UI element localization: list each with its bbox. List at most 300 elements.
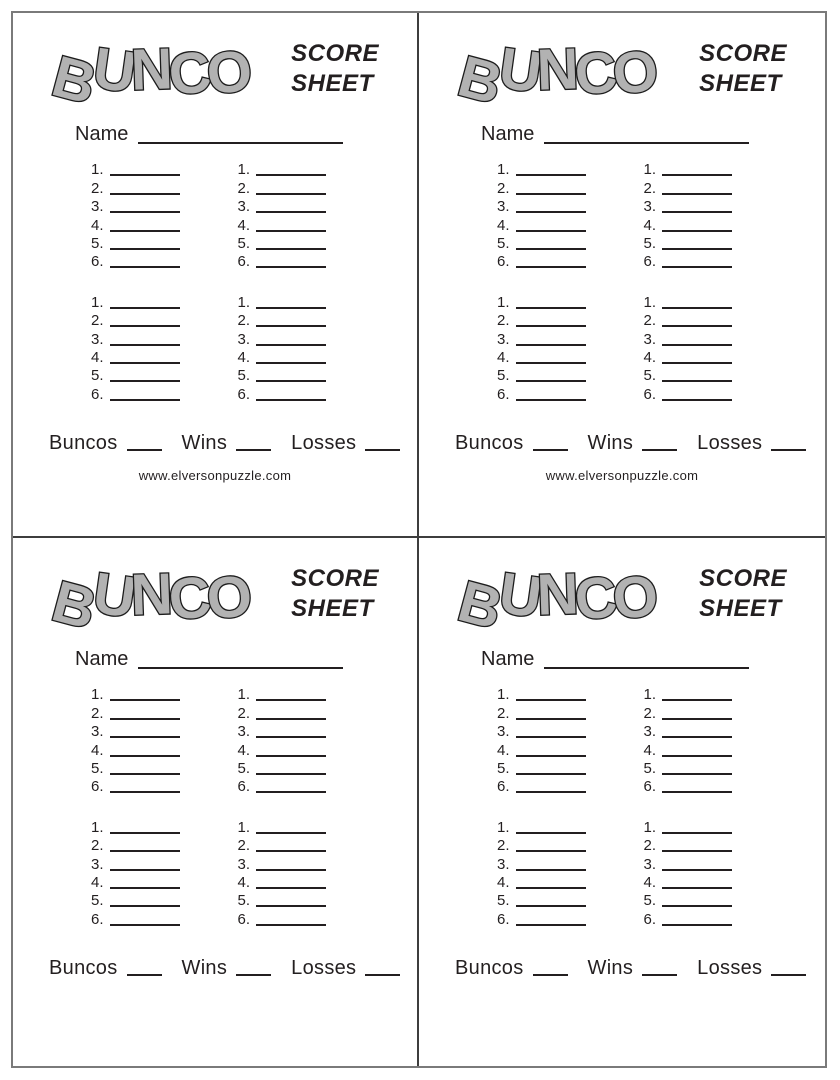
- score-row: [644, 817, 733, 835]
- row-number: 3.: [643, 330, 657, 348]
- score-row: [238, 759, 327, 777]
- score-blank-line: [110, 193, 180, 195]
- row-number: 4.: [237, 216, 251, 234]
- score-blank-line: [110, 924, 180, 926]
- score-column: [497, 685, 586, 795]
- row-number: 2.: [497, 704, 510, 722]
- score-blank-line: [662, 325, 732, 327]
- score-blank-line: [110, 344, 180, 346]
- score-row: [91, 740, 180, 758]
- bunco-logo: [451, 560, 661, 643]
- score-row: [497, 178, 586, 196]
- score-blank-line: [110, 791, 180, 793]
- row-number: 1.: [91, 686, 104, 704]
- logo-letter: N: [129, 36, 174, 103]
- row-number: 5.: [497, 759, 510, 777]
- score-blank-line: [662, 399, 732, 401]
- score-row: [497, 329, 586, 347]
- score-blank-line: [256, 869, 326, 871]
- score-row: [497, 311, 586, 329]
- score-column: [497, 160, 586, 270]
- row-number: 2.: [497, 837, 510, 855]
- row-number: 5.: [91, 892, 104, 910]
- totals-row: [49, 433, 417, 454]
- losses-label: Losses: [291, 431, 357, 454]
- row-number: 2.: [497, 312, 510, 330]
- row-number: 6.: [91, 385, 104, 403]
- score-blank-line: [516, 307, 586, 309]
- score-row: [238, 348, 327, 366]
- row-number: 2.: [91, 837, 104, 855]
- row-number: 1.: [497, 161, 510, 179]
- score-blank-line: [110, 699, 180, 701]
- logo-letter: N: [129, 561, 174, 628]
- totals-row: [49, 958, 417, 979]
- logo-letter: C: [164, 563, 215, 634]
- row-number: 4.: [237, 873, 251, 891]
- title-line-score: SCORE: [699, 40, 787, 67]
- score-blank-line: [110, 869, 180, 871]
- score-row: [238, 215, 327, 233]
- score-row: [497, 703, 586, 721]
- score-column: [238, 685, 327, 795]
- score-block-1: [91, 160, 417, 270]
- title-line-sheet: SHEET: [291, 70, 374, 97]
- row-number: 3.: [237, 855, 251, 873]
- losses-label: Losses: [291, 956, 357, 979]
- buncos-blank-line: [127, 449, 162, 451]
- score-blank-line: [516, 791, 586, 793]
- score-blank-line: [662, 211, 732, 213]
- score-row: [91, 292, 180, 310]
- score-sheet-title: [291, 564, 379, 624]
- row-number: 6.: [237, 910, 251, 928]
- score-blank-line: [256, 399, 326, 401]
- logo-letter: C: [164, 38, 215, 109]
- row-number: 1.: [91, 293, 104, 311]
- score-blank-line: [256, 307, 326, 309]
- score-row: [91, 759, 180, 777]
- score-blank-line: [516, 248, 586, 250]
- buncos-label: Buncos: [49, 956, 118, 979]
- score-blank-line: [516, 266, 586, 268]
- score-row: [497, 384, 586, 402]
- score-column: [644, 160, 733, 270]
- score-row: [91, 384, 180, 402]
- score-row: [238, 891, 327, 909]
- score-row: [238, 384, 327, 402]
- row-number: 1.: [497, 818, 510, 836]
- row-number: 3.: [497, 330, 510, 348]
- score-blank-line: [110, 211, 180, 213]
- score-blank-line: [516, 755, 586, 757]
- score-row: [238, 685, 327, 703]
- losses-blank-line: [365, 449, 400, 451]
- score-row: [497, 160, 586, 178]
- score-row: [238, 252, 327, 270]
- row-number: 4.: [237, 741, 251, 759]
- card-header: [45, 35, 379, 118]
- row-number: 6.: [237, 385, 251, 403]
- score-blank-line: [110, 174, 180, 176]
- wins-blank-line: [236, 449, 271, 451]
- logo-letter: C: [570, 563, 621, 634]
- row-number: 5.: [643, 367, 657, 385]
- score-row: [238, 311, 327, 329]
- score-blank-line: [256, 924, 326, 926]
- score-blank-line: [662, 832, 732, 834]
- score-row: [238, 160, 327, 178]
- score-row: [91, 366, 180, 384]
- score-row: [644, 759, 733, 777]
- score-row: [238, 703, 327, 721]
- bunco-score-sheet-page: [11, 11, 827, 1068]
- row-number: 4.: [643, 741, 657, 759]
- score-card-top-left: [13, 13, 419, 538]
- score-blank-line: [662, 248, 732, 250]
- score-blank-line: [110, 850, 180, 852]
- row-number: 6.: [91, 910, 104, 928]
- score-blank-line: [516, 905, 586, 907]
- row-number: 3.: [643, 855, 657, 873]
- title-line-sheet: SHEET: [291, 595, 374, 622]
- losses-blank-line: [771, 449, 806, 451]
- logo-letter: O: [203, 562, 255, 633]
- losses-label: Losses: [697, 431, 763, 454]
- score-row: [644, 366, 733, 384]
- name-label: Name: [481, 648, 535, 670]
- website-url: www.elversonpuzzle.com: [138, 467, 292, 483]
- buncos-label: Buncos: [49, 431, 118, 454]
- row-number: 6.: [237, 253, 251, 271]
- wins-label: Wins: [587, 431, 634, 454]
- logo-letter: N: [535, 36, 580, 103]
- row-number: 6.: [497, 385, 510, 403]
- bunco-logo: [451, 35, 661, 118]
- score-row: [238, 366, 327, 384]
- score-blank-line: [110, 736, 180, 738]
- row-number: 1.: [497, 293, 510, 311]
- logo-letter: O: [203, 37, 255, 108]
- score-row: [238, 777, 327, 795]
- score-row: [91, 160, 180, 178]
- score-row: [497, 215, 586, 233]
- score-column: [91, 685, 180, 795]
- score-row: [644, 740, 733, 758]
- score-row: [497, 366, 586, 384]
- card-header: [451, 560, 787, 643]
- name-blank-line: [544, 667, 749, 669]
- row-number: 3.: [497, 198, 510, 216]
- score-row: [238, 292, 327, 310]
- score-row: [238, 817, 327, 835]
- row-number: 5.: [91, 234, 104, 252]
- score-blank-line: [256, 266, 326, 268]
- row-number: 6.: [643, 385, 657, 403]
- score-row: [238, 873, 327, 891]
- row-number: 2.: [643, 837, 657, 855]
- score-column: [497, 292, 586, 402]
- score-column: [644, 817, 733, 927]
- losses-blank-line: [771, 974, 806, 976]
- score-row: [497, 759, 586, 777]
- score-blank-line: [256, 380, 326, 382]
- score-row: [644, 384, 733, 402]
- score-blank-line: [256, 773, 326, 775]
- score-blank-line: [110, 832, 180, 834]
- row-number: 1.: [237, 686, 251, 704]
- row-number: 1.: [643, 686, 657, 704]
- buncos-label: Buncos: [455, 431, 524, 454]
- wins-blank-line: [642, 449, 677, 451]
- score-card-bottom-right: [419, 538, 825, 1066]
- score-column: [238, 292, 327, 402]
- name-row: [481, 123, 825, 146]
- score-blank-line: [110, 905, 180, 907]
- row-number: 4.: [497, 873, 510, 891]
- score-blank-line: [662, 905, 732, 907]
- row-number: 5.: [497, 234, 510, 252]
- row-number: 4.: [497, 216, 510, 234]
- losses-label: Losses: [697, 956, 763, 979]
- score-column: [644, 685, 733, 795]
- score-row: [238, 854, 327, 872]
- row-number: 5.: [237, 892, 251, 910]
- row-number: 5.: [497, 367, 510, 385]
- score-blank-line: [662, 755, 732, 757]
- row-number: 1.: [237, 161, 251, 179]
- logo-letter: B: [451, 43, 509, 118]
- logo-letter: C: [570, 38, 621, 109]
- score-blank-line: [662, 266, 732, 268]
- score-blank-line: [516, 924, 586, 926]
- row-number: 1.: [237, 818, 251, 836]
- row-number: 6.: [497, 910, 510, 928]
- name-label: Name: [75, 123, 129, 145]
- row-number: 2.: [643, 179, 657, 197]
- score-row: [497, 873, 586, 891]
- score-blank-line: [256, 699, 326, 701]
- score-row: [497, 722, 586, 740]
- name-row: [75, 648, 417, 671]
- score-row: [644, 252, 733, 270]
- row-number: 5.: [237, 367, 251, 385]
- row-number: 4.: [643, 873, 657, 891]
- row-number: 2.: [91, 179, 104, 197]
- score-row: [497, 777, 586, 795]
- score-row: [644, 311, 733, 329]
- score-row: [238, 722, 327, 740]
- score-blank-line: [516, 699, 586, 701]
- score-blank-line: [110, 887, 180, 889]
- name-row: [75, 123, 417, 146]
- score-row: [91, 836, 180, 854]
- score-blank-line: [516, 174, 586, 176]
- score-row: [91, 311, 180, 329]
- score-sheet-title: [291, 39, 379, 99]
- row-number: 1.: [91, 818, 104, 836]
- row-number: 2.: [237, 179, 251, 197]
- score-row: [91, 777, 180, 795]
- row-number: 3.: [91, 855, 104, 873]
- score-blank-line: [110, 399, 180, 401]
- title-line-sheet: SHEET: [699, 70, 782, 97]
- score-blank-line: [110, 230, 180, 232]
- row-number: 4.: [643, 348, 657, 366]
- score-block-1: [497, 685, 825, 795]
- row-number: 5.: [237, 759, 251, 777]
- score-blank-line: [516, 850, 586, 852]
- row-number: 2.: [91, 704, 104, 722]
- score-blank-line: [662, 344, 732, 346]
- row-number: 2.: [237, 312, 251, 330]
- score-column: [497, 817, 586, 927]
- score-blank-line: [256, 755, 326, 757]
- score-blank-line: [662, 307, 732, 309]
- row-number: 2.: [643, 704, 657, 722]
- score-row: [91, 234, 180, 252]
- row-number: 1.: [643, 293, 657, 311]
- wins-label: Wins: [181, 431, 228, 454]
- score-blank-line: [256, 736, 326, 738]
- score-blank-line: [110, 773, 180, 775]
- row-number: 2.: [497, 179, 510, 197]
- score-row: [644, 703, 733, 721]
- score-blank-line: [662, 887, 732, 889]
- score-blank-line: [110, 325, 180, 327]
- score-row: [91, 909, 180, 927]
- row-number: 6.: [643, 910, 657, 928]
- row-number: 5.: [91, 759, 104, 777]
- score-row: [238, 234, 327, 252]
- row-number: 6.: [643, 253, 657, 271]
- totals-row: [455, 433, 825, 454]
- title-line-score: SCORE: [291, 565, 379, 592]
- row-number: 4.: [643, 216, 657, 234]
- score-blank-line: [516, 869, 586, 871]
- score-column: [91, 817, 180, 927]
- row-number: 5.: [497, 892, 510, 910]
- score-column: [238, 817, 327, 927]
- title-line-score: SCORE: [291, 40, 379, 67]
- row-number: 3.: [237, 198, 251, 216]
- row-number: 4.: [237, 348, 251, 366]
- logo-letter: U: [495, 35, 546, 106]
- score-row: [644, 160, 733, 178]
- score-row: [497, 740, 586, 758]
- row-number: 6.: [497, 778, 510, 796]
- score-blank-line: [256, 174, 326, 176]
- score-row: [238, 197, 327, 215]
- score-row: [91, 252, 180, 270]
- score-row: [497, 854, 586, 872]
- logo-letter: O: [609, 37, 661, 108]
- score-blank-line: [110, 307, 180, 309]
- score-row: [91, 873, 180, 891]
- name-blank-line: [138, 142, 343, 144]
- score-row: [644, 348, 733, 366]
- score-blank-line: [256, 193, 326, 195]
- score-blank-line: [256, 362, 326, 364]
- score-row: [238, 909, 327, 927]
- score-blank-line: [662, 230, 732, 232]
- row-number: 3.: [497, 855, 510, 873]
- score-blank-line: [516, 773, 586, 775]
- title-line-score: SCORE: [699, 565, 787, 592]
- row-number: 3.: [497, 723, 510, 741]
- wins-label: Wins: [587, 956, 634, 979]
- score-row: [497, 234, 586, 252]
- score-sheet-title: [699, 39, 787, 99]
- row-number: 2.: [237, 837, 251, 855]
- row-number: 6.: [237, 778, 251, 796]
- row-number: 1.: [91, 161, 104, 179]
- score-blank-line: [516, 325, 586, 327]
- buncos-blank-line: [533, 449, 568, 451]
- score-block-1: [497, 160, 825, 270]
- score-blank-line: [256, 230, 326, 232]
- score-row: [644, 234, 733, 252]
- losses-blank-line: [365, 974, 400, 976]
- score-block-1: [91, 685, 417, 795]
- score-block-2: [91, 817, 417, 927]
- score-blank-line: [662, 380, 732, 382]
- score-row: [497, 348, 586, 366]
- score-blank-line: [516, 380, 586, 382]
- row-number: 3.: [643, 198, 657, 216]
- row-number: 4.: [91, 216, 104, 234]
- score-block-2: [497, 292, 825, 402]
- row-number: 5.: [643, 759, 657, 777]
- row-number: 3.: [643, 723, 657, 741]
- score-row: [644, 836, 733, 854]
- score-blank-line: [256, 718, 326, 720]
- score-row: [91, 817, 180, 835]
- score-row: [91, 703, 180, 721]
- card-header: [451, 35, 787, 118]
- score-card-top-right: [419, 13, 825, 538]
- row-number: 4.: [497, 741, 510, 759]
- score-row: [238, 329, 327, 347]
- row-number: 3.: [237, 330, 251, 348]
- row-number: 1.: [643, 161, 657, 179]
- score-blank-line: [662, 174, 732, 176]
- score-blank-line: [662, 850, 732, 852]
- row-number: 3.: [91, 723, 104, 741]
- score-row: [238, 178, 327, 196]
- score-blank-line: [110, 266, 180, 268]
- score-block-2: [497, 817, 825, 927]
- row-number: 4.: [91, 873, 104, 891]
- score-row: [497, 891, 586, 909]
- score-blank-line: [256, 325, 326, 327]
- website-url: www.elversonpuzzle.com: [545, 467, 699, 483]
- score-blank-line: [662, 362, 732, 364]
- row-number: 1.: [497, 686, 510, 704]
- logo-letter: B: [45, 43, 103, 118]
- row-number: 2.: [91, 312, 104, 330]
- logo-letter: N: [535, 561, 580, 628]
- logo-letter: U: [89, 35, 140, 106]
- score-blank-line: [516, 211, 586, 213]
- logo-letter: O: [609, 562, 661, 633]
- score-blank-line: [516, 193, 586, 195]
- name-label: Name: [75, 648, 129, 670]
- score-blank-line: [110, 755, 180, 757]
- buncos-blank-line: [127, 974, 162, 976]
- score-row: [644, 891, 733, 909]
- score-blank-line: [256, 887, 326, 889]
